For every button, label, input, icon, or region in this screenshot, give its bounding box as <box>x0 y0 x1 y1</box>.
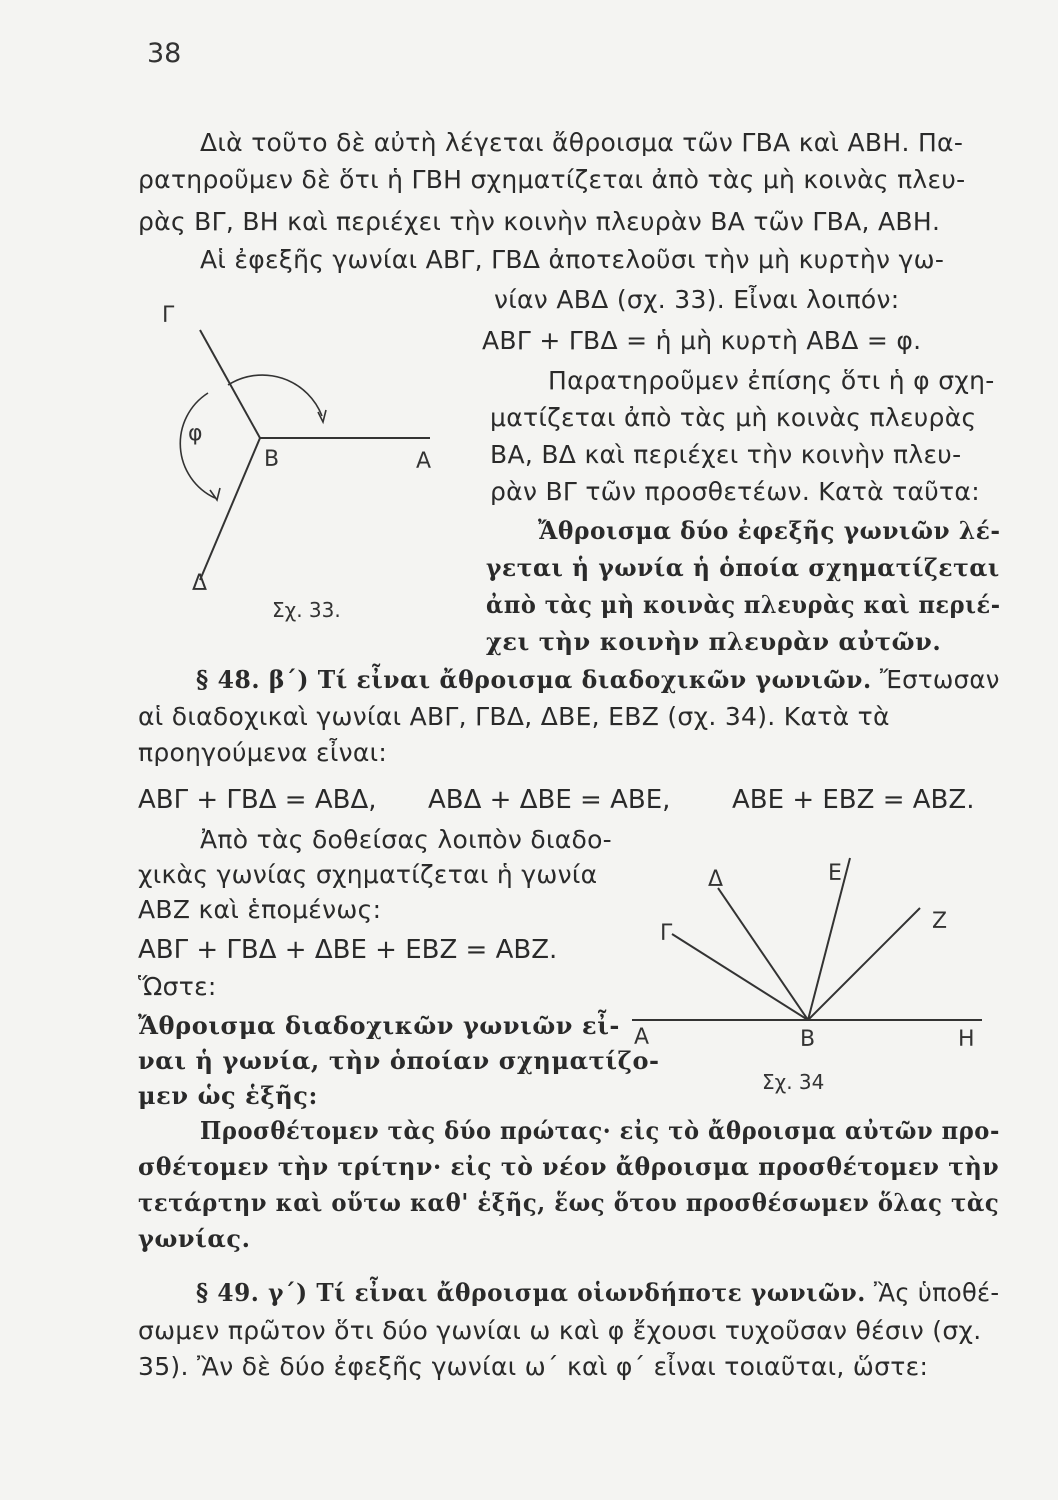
label-gamma: Γ <box>162 303 175 328</box>
definition-line: γεται ἡ γωνία ἡ ὁποία σχηματίζεται <box>486 553 1000 582</box>
label-b: Β <box>800 1027 816 1052</box>
ray-bz <box>808 908 920 1020</box>
label-phi: φ <box>188 421 203 446</box>
text-line: Ἀπὸ τὰς δοθείσας λοιπὸν διαδο- <box>200 825 613 854</box>
text-line: Διὰ τοῦτο δὲ αὐτὴ λέγεται ἄθροισμα τῶν ΓΒΑ καὶ ΑΒΗ. Πα- <box>200 128 964 157</box>
figure-34-caption: Σχ. 34 <box>762 1070 825 1094</box>
arrow-head-icon <box>210 488 220 500</box>
label-a: Α <box>416 449 432 474</box>
text-line: Παρατηροῦμεν ἐπίσης ὅτι ἡ φ σχη- <box>548 366 995 395</box>
equation-2: ΑΒΔ + ΔΒΕ = ΑΒΕ, <box>428 785 671 815</box>
equation-1: ΑΒΓ + ΓΒΔ = ΑΒΔ, <box>138 785 377 815</box>
rule-line: σθέτομεν τὴν τρίτην· εἰς τὸ νέον ἄθροισμα προσθέτομεν τὴν <box>138 1152 1000 1181</box>
figure-33-caption: Σχ. 33. <box>272 598 341 622</box>
rule-line: γωνίας. <box>138 1224 251 1253</box>
section-49-title: § 49. γ΄) Τί εἶναι ἄθροισμα οἱωνδήποτε γωνιῶν. <box>196 1278 866 1307</box>
definition-line: ἀπὸ τὰς μὴ κοινὰς πλευρὰς καὶ περιέ- <box>486 590 1001 619</box>
definition-line: Ἄθροισμα διαδοχικῶν γωνιῶν εἶ- <box>138 1011 620 1040</box>
ray-bd <box>718 888 808 1020</box>
section-48-title: § 48. β΄) Τί εἶναι ἄθροισμα διαδοχικῶν γωνιῶν. <box>196 665 872 694</box>
figure-34 <box>632 850 992 1060</box>
page-number: 38 <box>147 38 182 69</box>
text-line: ρὰν ΒΓ τῶν προσθετέων. Κατὰ ταῦτα: <box>490 477 980 506</box>
figure-33 <box>160 290 490 620</box>
text-line: ΒΑ, ΒΔ καὶ περιέχει τὴν κοινὴν πλευ- <box>490 440 962 469</box>
text-line: αἱ διαδοχικαὶ γωνίαι ΑΒΓ, ΓΒΔ, ΔΒΕ, ΕΒΖ (σχ. 34). Κατὰ τὰ <box>138 702 890 731</box>
label-z: Ζ <box>932 909 948 934</box>
section-48-heading <box>196 665 1000 695</box>
definition-line: χει τὴν κοινὴν πλευρὰν αὐτῶν. <box>486 627 942 656</box>
label-a: Α <box>634 1025 650 1050</box>
text-line: Ὥστε: <box>138 972 217 1001</box>
text-line: σωμεν πρῶτον ὅτι δύο γωνίαι ω καὶ φ ἔχουσι τυχοῦσαν θέσιν (σχ. <box>138 1316 982 1345</box>
text-line: νίαν ΑΒΔ (σχ. 33). Εἶναι λοιπόν: <box>494 285 900 314</box>
text-line: χικὰς γωνίας σχηματίζεται ἡ γωνία <box>138 860 598 889</box>
section-48-text: Ἔστωσαν <box>871 665 1000 694</box>
text-line: ρατηροῦμεν δὲ ὅτι ἡ ΓΒΗ σχηματίζεται ἀπὸ τὰς μὴ κοινὰς πλευ- <box>138 165 966 194</box>
definition-line: μεν ὡς ἑξῆς: <box>138 1081 318 1110</box>
equation-3: ΑΒΕ + ΕΒΖ = ΑΒΖ. <box>732 785 975 815</box>
definition-line: Ἄθροισμα δύο ἐφεξῆς γωνιῶν λέ- <box>538 516 1001 545</box>
label-h: Η <box>958 1027 975 1052</box>
text-line: Αἱ ἐφεξῆς γωνίαι ΑΒΓ, ΓΒΔ ἀποτελοῦσι τὴν μὴ κυρτὴν γω- <box>200 245 945 274</box>
text-line: ρὰς ΒΓ, ΒΗ καὶ περιέχει τὴν κοινὴν πλευρὰν ΒΑ τῶν ΓΒΑ, ΑΒΗ. <box>138 207 941 236</box>
label-delta: Δ <box>192 571 208 596</box>
rule-line: Προσθέτομεν τὰς δύο πρώτας· εἰς τὸ ἄθροισμα αὐτῶν προ- <box>200 1116 1000 1145</box>
rule-line: τετάρτην καὶ οὕτω καθ' ἑξῆς, ἕως ὅτου προσθέσωμεν ὅλας τὰς <box>138 1188 1000 1217</box>
text-line: ΑΒΖ καὶ ἑπομένως: <box>138 895 382 924</box>
label-b: Β <box>264 447 280 472</box>
section-49-heading <box>196 1278 999 1308</box>
arc-angle-top <box>228 375 322 416</box>
equation-line: ΑΒΓ + ΓΒΔ = ἡ μὴ κυρτὴ ΑΒΔ = φ. <box>482 326 922 355</box>
equation-sum: ΑΒΓ + ΓΒΔ + ΔΒΕ + ΕΒΖ = ΑΒΖ. <box>138 935 558 965</box>
label-gamma: Γ <box>660 921 673 946</box>
text-line: ματίζεται ἀπὸ τὰς μὴ κοινὰς πλευρὰς <box>490 403 977 432</box>
definition-line: ναι ἡ γωνία, τὴν ὁποίαν σχηματίζο- <box>138 1046 660 1075</box>
ray-bd <box>200 438 260 580</box>
section-49-text: Ἂς ὑποθέ- <box>865 1278 1000 1307</box>
text-line: 35). Ἂν δὲ δύο ἐφεξῆς γωνίαι ω΄ καὶ φ΄ εἶναι τοιαῦται, ὥστε: <box>138 1352 929 1381</box>
label-delta: Δ <box>708 867 724 892</box>
ray-bg <box>672 934 808 1020</box>
text-line: προηγούμενα εἶναι: <box>138 738 388 767</box>
label-e: Ε <box>828 861 842 886</box>
